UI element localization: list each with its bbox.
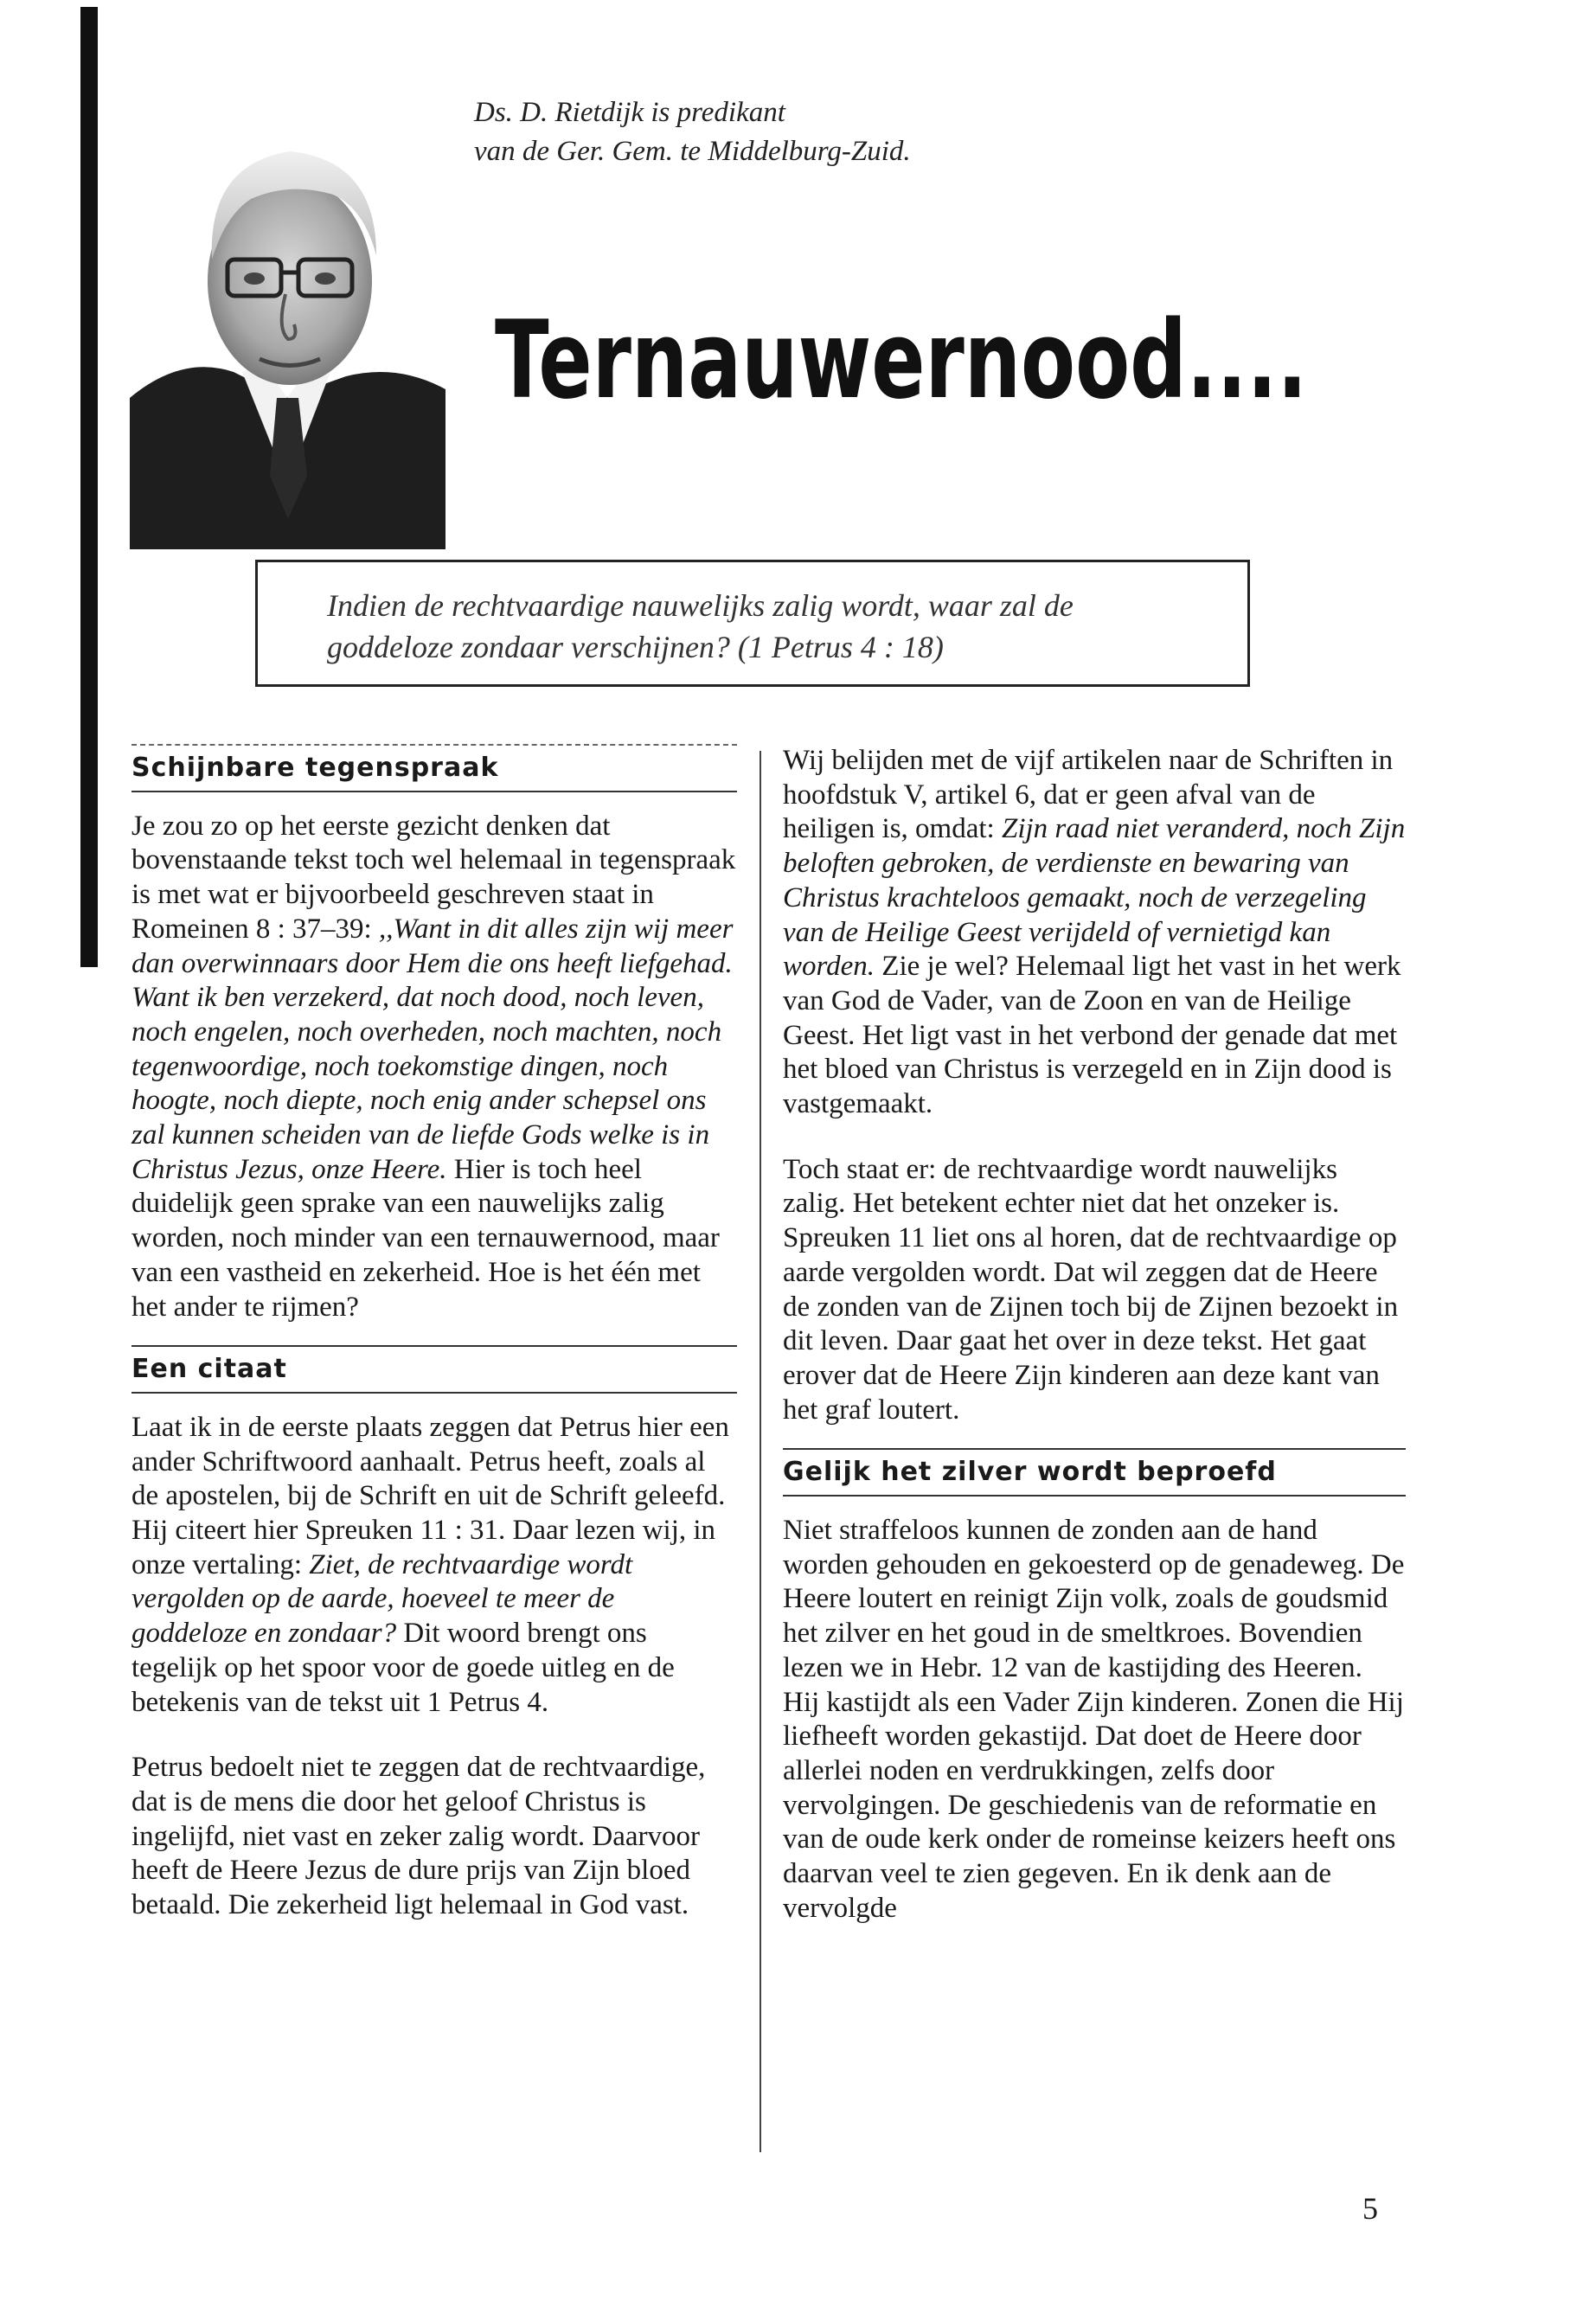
- left-margin-bar: [80, 7, 98, 967]
- confession-quote: Zijn raad niet veranderd, noch Zijn beloften gebroken, de verdienste en bewaring van Christus krachteloos gemaakt, noch de verzegeling van de Heilige Geest verijdeld of vernietigd kan worden.: [783, 813, 1406, 983]
- byline-line-2: van de Ger. Gem. te Middelburg-Zuid.: [474, 136, 911, 167]
- epigraph-line-1: Indien de rechtvaardige nauwelijks zalig wordt, waar zal de: [327, 588, 1074, 623]
- paragraph-text: Je zou zo op het eerste gezicht denken dat bovenstaande tekst toch wel helemaal in tegenspraak is met wat er bijvoorbeeld geschreven staat in Romeinen 8 : 37–39:: [131, 810, 736, 945]
- scripture-quote: Ziet, de rechtvaardige wordt vergolden op de aarde, hoeveel te meer de goddeloze en zondaar?: [131, 1548, 633, 1650]
- paragraph-text: Hier is toch heel duidelijk geen sprake van een nauwelijks zalig worden, noch minder van een ternauwernood, maar van een vastheid en zekerheid. Hoe is het één met het ander te rijmen?: [131, 1153, 720, 1323]
- epigraph-box: [255, 560, 1250, 687]
- paragraph-text: Laat ik in de eerste plaats zeggen dat Petrus hier een ander Schriftwoord aanhaalt. Petrus heeft, zoals al de apostelen, bij de Schrift en uit de Schrift geleefd. Hij citeert hier Spreuken 11 : 31. Daar lezen wij, in onze vertaling:: [131, 1411, 729, 1580]
- article-title: Ternauwernood....: [495, 298, 1308, 423]
- page-number: 5: [1362, 2191, 1378, 2226]
- scripture-quote: ,,Want in dit alles zijn wij meer dan overwinnaars door Hem die ons heeft liefgehad. Want ik ben verzekerd, dat noch dood, noch leven, noch engelen, noch overheden, noch machten, noch tegenwoordige, noch toekomstige dingen, noch hoogte, noch diepte, noch enig ander schepsel ons zal kunnen scheiden van de liefde Gods welke is in Christus Jezus, onze Heere.: [131, 913, 734, 1185]
- left-column: [131, 744, 737, 1923]
- epigraph-line-2: goddeloze zondaar verschijnen? (1 Petrus 4 : 18): [327, 630, 944, 664]
- paragraph: [131, 1411, 737, 1720]
- paragraph: [131, 810, 737, 1325]
- paragraph-text: Zie je wel? Helemaal ligt het vast in het werk van God de Vader, van de Zoon en van de Heilige Geest. Het ligt vast in het verbond der genade dat met het bloed van Christus is verzegeld en in Zijn dood is vastgemaakt.: [783, 951, 1401, 1120]
- paragraph: [783, 744, 1406, 1122]
- paragraph: Toch staat er: de rechtvaardige wordt nauwelijks zalig. Het betekent echter niet dat het onzeker is. Spreuken 11 liet ons al horen, dat de rechtvaardige op aarde vergolden wordt. Dat wil zeggen dat de Heere de zonden van de Zijnen toch bij de Zijnen bezoekt in dit leven. Daar gaat het over in deze tekst. Het gaat erover dat de Heere Zijn kinderen aan deze kant van het graf loutert.: [783, 1153, 1399, 1426]
- right-column: [783, 744, 1406, 1926]
- section-heading: Een citaat: [131, 1345, 737, 1394]
- byline: [474, 93, 911, 171]
- column-divider: [760, 751, 761, 2152]
- byline-line-1: Ds. D. Rietdijk is predikant: [474, 97, 785, 128]
- paragraph: Niet straffeloos kunnen de zonden aan de hand worden gehouden en gekoesterd op de genadeweg. De Heere loutert en reinigt Zijn volk, zoals de goudsmid het zilver en het goud in de smeltkroes. Bovendien lezen we in Hebr. 12 van de kastijding des Heeren. Hij kastijdt als een Vader Zijn kinderen. Zonen die Hij liefheeft worden gekastijd. Dat doet de Heere door allerlei noden en verdrukkingen, zelfs door vervolgingen. De geschiedenis van de reformatie en van de oude kerk onder de romeinse keizers heeft ons daarvan veel te zien gegeven. En ik denk aan de vervolgde: [783, 1515, 1405, 1924]
- section-heading: Schijnbare tegenspraak: [131, 744, 737, 792]
- paragraph-text: Dit woord brengt ons tegelijk op het spoor voor de goede uitleg en de betekenis van de tekst uit 1 Petrus 4.: [131, 1618, 675, 1718]
- section-heading: Gelijk het zilver wordt beproefd: [783, 1448, 1406, 1497]
- author-portrait: [130, 112, 445, 549]
- paragraph: Petrus bedoelt niet te zeggen dat de rechtvaardige, dat is de mens die door het geloof Christus is ingelijfd, niet vast en zeker zalig wordt. Daarvoor heeft de Heere Jezus de dure prijs van Zijn bloed betaald. Die zekerheid ligt helemaal in God vast.: [131, 1752, 706, 1921]
- paragraph-text: Wij belijden met de vijf artikelen naar de Schriften in hoofdstuk V, artikel 6, dat er geen afval van de heiligen is, omdat:: [783, 745, 1394, 845]
